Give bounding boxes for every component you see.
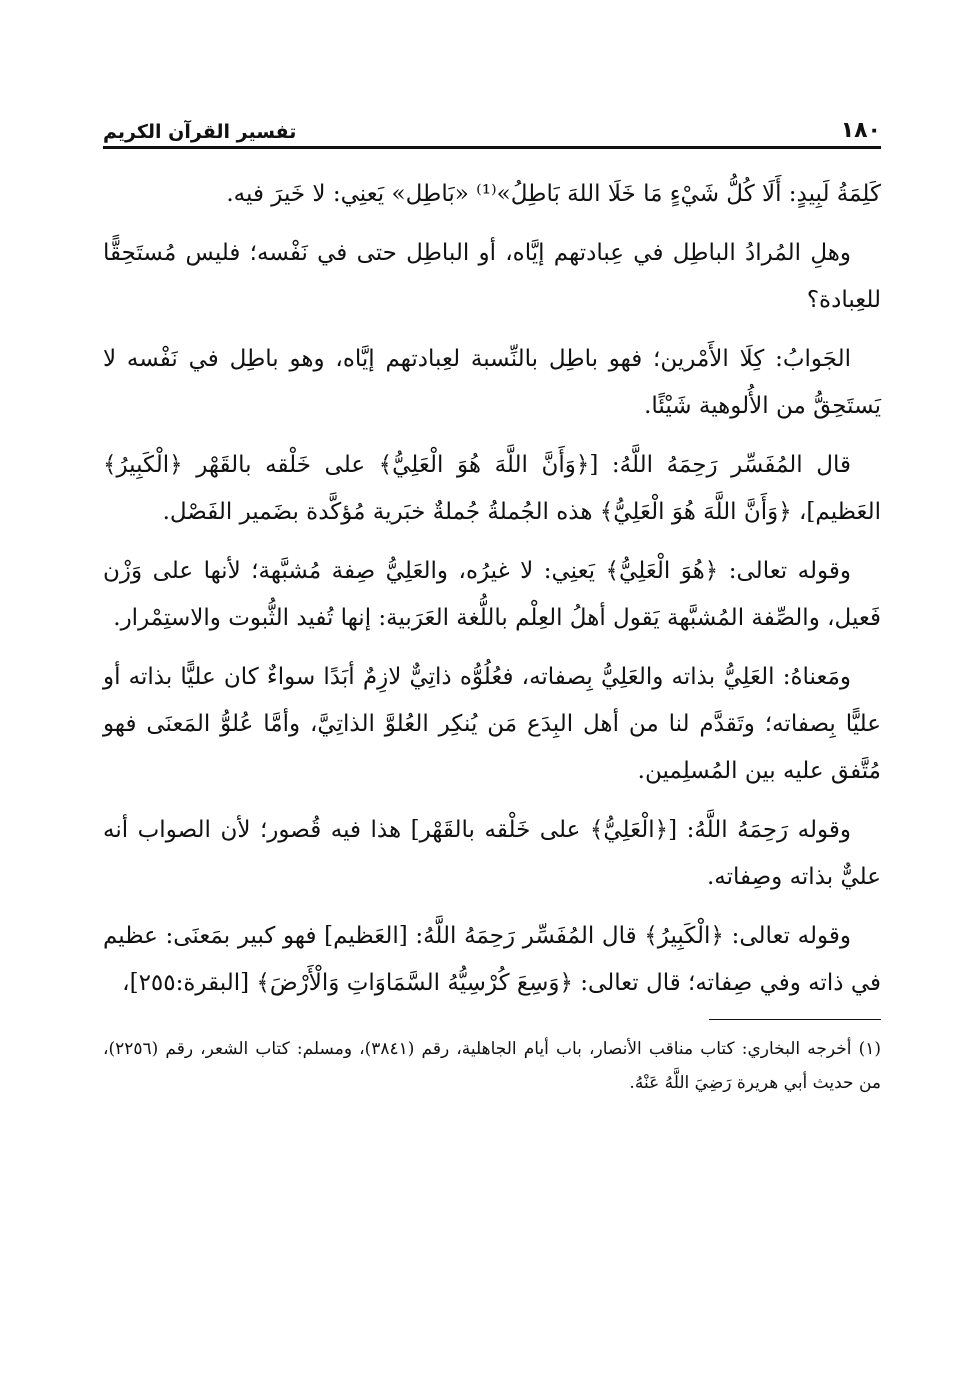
paragraph: وقوله تعالى: ﴿الْكَبِيرُ﴾ قال المُفَسِّر رَحِمَهُ اللَّهُ: [العَظيم] فهو كبير بمَعنَى: عظيم في ذاته وفي صِفاته؛ قال تعالى: ﴿وَسِعَ كُرْسِيُّهُ السَّمَاوَاتِ وَالْأَرْضَ﴾ [البقرة:٢٥٥]،	[103, 923, 881, 996]
paragraph: كَلِمَةُ لَبِيدٍ: أَلَا كُلُّ شَيْءٍ مَا خَلَا اللهَ بَاطِلُ»⁽¹⁾ «بَاطِل» يَعنِي: لا خَيرَ فيه.	[226, 181, 881, 207]
paragraph: الجَوابُ: كِلَا الأَمْرين؛ فهو باطِل بالنِّسبة لعِبادتهم إيَّاه، وهو باطِل في نَفْسه لا يَستَحِقُّ من الأُلوهية شَيْئًا.	[103, 346, 881, 419]
book-page	[103, 108, 881, 1308]
footnote-separator	[709, 1019, 881, 1020]
page-header	[103, 108, 881, 149]
paragraph: ومَعناهُ: العَلِيُّ بذاته والعَلِيُّ بِصفاته، فعُلُوُّه ذاتِيٌّ لازِمٌ أبَدًا سواءٌ كان عليًّا بذاته أو عليًّا بِصفاته؛ وتَقدَّم لنا من أهل البِدَع مَن يُنكِر العُلوَّ الذاتِيَّ، وأمَّا عُلوُّ المَعنَى فهو مُتَّفق عليه بين المُسلِمين.	[103, 664, 881, 784]
paragraph: وقوله رَحِمَهُ اللَّهُ: [﴿الْعَلِيُّ﴾ على خَلْقه بالقَهْر] هذا فيه قُصور؛ لأن الصواب أنه عليٌّ بذاته وصِفاته.	[103, 817, 881, 890]
body-text	[103, 171, 881, 1007]
paragraph: وهلِ المُرادُ الباطِل في عِبادتهم إيَّاه، أو الباطِل حتى في نَفْسه؛ فليس مُستَحِقًّا للعِبادة؟	[103, 240, 881, 313]
page-number: ١٨٠	[840, 118, 881, 143]
footnote-text: (١) أخرجه البخاري: كتاب مناقب الأنصار، باب أيام الجاهلية، رقم (٣٨٤١)، ومسلم: كتاب الشعر، رقم (٢٢٥٦)، من حديث أبي هريرة رَضِيَ اللَّهُ عَنْهُ.	[103, 1039, 881, 1093]
paragraph: وقوله تعالى: ﴿هُوَ الْعَلِيُّ﴾ يَعنِي: لا غيرُه، والعَلِيُّ صِفة مُشبَّهة؛ لأنها على وَزْن فَعيل، والصِّفة المُشبَّهة يَقول أهلُ العِلْم باللُّغة العَرَبية: إنها تُفيد الثُّبوت والاستِمْرار.	[103, 558, 881, 631]
footnote	[103, 1032, 881, 1100]
paragraph: قال المُفَسِّر رَحِمَهُ اللَّهُ: [﴿وَأَنَّ اللَّهَ هُوَ الْعَلِيُّ﴾ على خَلْقه بالقَهْر ﴿الْكَبِيرُ﴾ العَظيم]، ﴿وَأَنَّ اللَّهَ هُوَ الْعَلِيُّ﴾ هذه الجُملةُ جُملةٌ خبَرية مُؤكَّدة بضَمير الفَصْل.	[103, 452, 881, 525]
running-title: تفسير القرآن الكريم	[103, 121, 297, 143]
